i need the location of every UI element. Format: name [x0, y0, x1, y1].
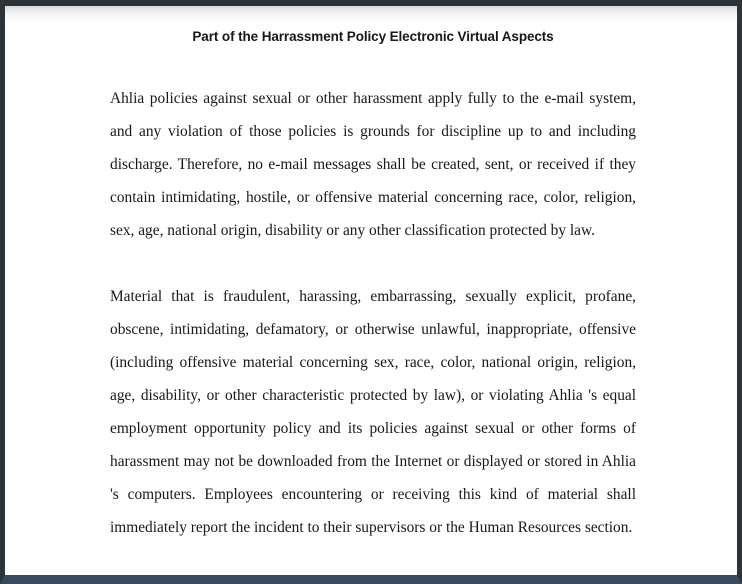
page-title: Part of the Harrassment Policy Electronic Virtual Aspects: [192, 29, 554, 44]
paragraph-1: Ahlia policies against sexual or other harassment apply fully to the e-mail system, and any violation of those policies is grounds for discipline up to and including discharge. Therefore, no e-mail messages shall be created, sent, or received if they contain intimidating, hostile, or offensive material concerning race, color, religion, sex, age, national origin, disability or any other classification protected by law.: [110, 90, 636, 240]
paragraph-2: Material that is fraudulent, harassing, embarrassing, sexually explicit, profane, obscene, intimidating, defamatory, or otherwise unlawful, inappropriate, offensive (including offensive material concerning sex, race, color, national origin, religion, age, disability, or other characteristic protected by law), or violating Ahlia 's equal employment opportunity policy and its policies against sexual or other forms of harassment may not be downloaded from the Internet or displayed or stored in Ahlia 's computers. Employees encountering or receiving this kind of material shall immediately report the incident to their supervisors or the Human Resources section.: [110, 288, 636, 537]
document-page: [5, 6, 737, 575]
document-body: [110, 82, 636, 544]
